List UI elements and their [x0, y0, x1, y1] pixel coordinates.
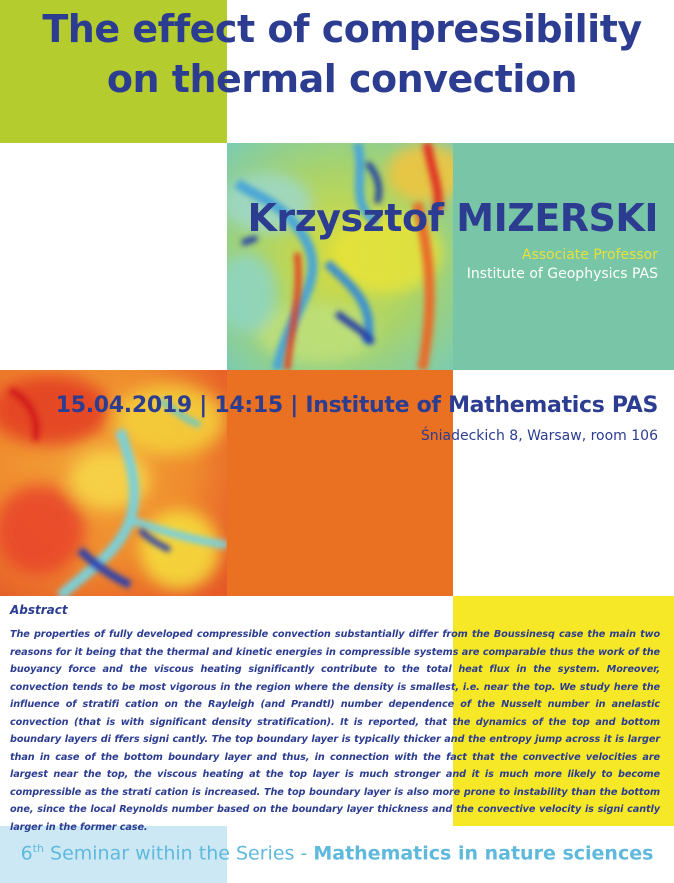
- title-line-1: The effect of compressibility: [42, 7, 642, 51]
- event-separator-2: |: [290, 393, 298, 418]
- title-line-2: on thermal convection: [106, 57, 578, 101]
- seminar-series: [0, 842, 674, 864]
- series-prefix: Seminar within the Series -: [43, 842, 314, 865]
- speaker-role: Associate Professor: [521, 247, 658, 263]
- poster-title: [10, 4, 674, 104]
- series-ordinal-suffix: th: [32, 842, 44, 855]
- event-info: [56, 393, 658, 418]
- event-time: 14:15: [214, 393, 283, 418]
- series-name: Mathematics in nature sciences: [313, 842, 654, 865]
- event-date: 15.04.2019: [55, 393, 192, 418]
- abstract-text: The properties of fully developed compressible convection substantially differ from the Boussinesq case the main two reasons for it being that the thermal and kinetic energies in compressible systems are comparable thus the work of the buoyancy force and the viscous heating significantly contribute to the total heat flux in the system. Moreover, convection tends to be most vigorous in the region where the density is smallest, i.e. near the top. We study here the influence of stratifi cation on the Rayleigh (and Prandtl) number dependence of the Nusselt number in anelastic convection (that is with significant density stratification). It is reported, that the dynamics of the top and bottom boundary layers di ffers signi cantly. The top boundary layer is typically thicker and the entropy jump across it is larger than in case of the bottom boundary layer and thus, in connection with the fact that the convective velocities are largest near the top, the viscous heating at the top layer is much stronger and it is much more likely to become compressible as the strati cation is increased. The top boundary layer is also more prone to instability than the bottom one, since the local Reynolds number based on the boundary layer thickness and the convective velocity is signi cantly larger in the former case.: [10, 629, 660, 833]
- series-number: 6: [20, 842, 33, 865]
- convection-field-image-top: [227, 143, 453, 370]
- speaker-institution: Institute of Geophysics PAS: [466, 266, 658, 282]
- event-separator-1: |: [199, 393, 207, 418]
- speaker-name: Krzysztof MIZERSKI: [247, 196, 658, 240]
- event-venue: Institute of Mathematics PAS: [305, 393, 658, 418]
- abstract-heading: Abstract: [10, 603, 68, 617]
- event-address: Śniadeckich 8, Warsaw, room 106: [420, 428, 658, 444]
